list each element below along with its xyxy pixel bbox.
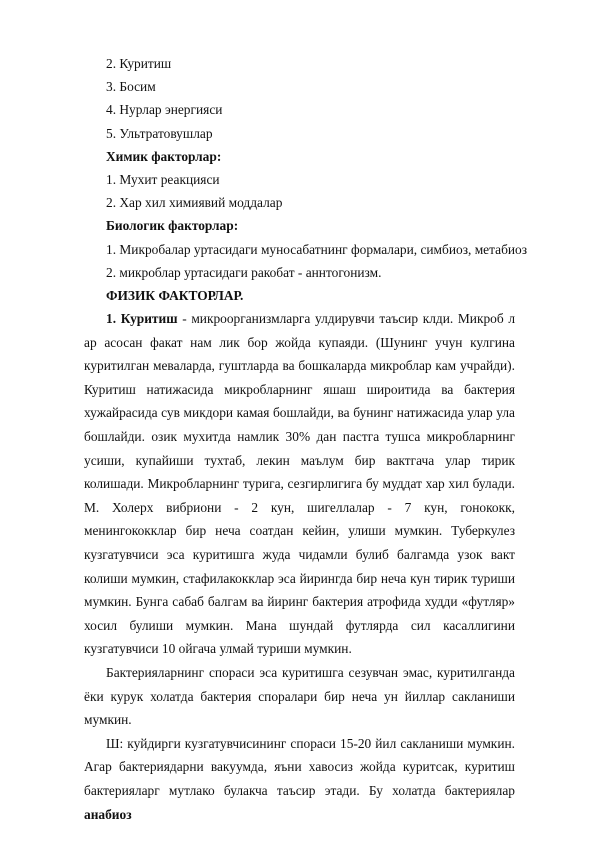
document-page xyxy=(84,52,528,826)
list-item: 4. Нурлар энергияси xyxy=(106,102,223,118)
paragraph-spores: Бактерияларнинг спораси эса куритишга сезувчан эмас, куритилганда ёки курук холатда бактерия споралари бир неча ун йиллар сакланиши мумкин. xyxy=(84,664,515,728)
physical-factors-heading: ФИЗИК ФАКТОРЛАР. xyxy=(106,287,244,303)
paragraph-text: - микроорганизмларга улдирувчи таъсир клди. Микроб л ар асосан факат нам лик бор жойда купаяди. (Шунинг учун кулгина куритилган меваларда, гуштларда ва бошкаларда микроблар кам учрайди). Куритиш натижасида микробларнинг яшаш широитида ва бактерия хужайрасида сув микдори камая бошлайди, ва бунинг натижасида улар ула бошлайди. озик мухитда намлик 30% дан пастга тушса микробларнинг усиши, купайиши тухтаб, лекин маълум бир вактгача улар тирик колишади. Микробларнинг турига, сезгирлигига бу муддат хар хил булади. М. Холерх вибриони - 2 кун, шигеллалар - 7 кун, гонококк, менингококклар бир неча соатдан кейин, улиши мумкин. Туберкулез кузгатувчиси эса куритишга жуда чидамли булиб балгамда узок вакт колиши мумкин, стафилакокклар эса йирингда бир неча кун тирик туриши мумкин. Бунга сабаб балгам ва йиринг бактерия атрофида худди «футляр» хосил булиши мумкин. Мана шундай футлярда сил касаллигини кузгатувчиси 10 ойгача улмай туриши мумкин. xyxy=(84,311,515,657)
list-item: 3. Босим xyxy=(106,79,156,95)
chemical-factors-heading: Химик факторлар: xyxy=(106,148,222,164)
paragraph-lead: 1. Куритиш xyxy=(106,311,178,327)
list-item: 2. Хар хил химиявий моддалар xyxy=(106,195,283,211)
list-item: 2. Куритиш xyxy=(106,56,172,71)
list-item: 1. Мухит реакцияси xyxy=(106,171,220,187)
paragraph-text: Ш: куйдирги кузгатувчисининг спораси 15-20 йил сакланиши мумкин. Агар бактериядарни вакуумда, яъни хавосиз жойда куритсак, куритиш бактерияларг мутлако булакча таъсир этади. Бу холатда бактериялар xyxy=(84,735,515,798)
list-item: 1. Микробалар уртасидаги муносабатнинг формалари, симбиоз, метабиоз xyxy=(106,241,528,257)
paragraph-bold-term: анабиоз xyxy=(84,806,132,822)
biological-factors-heading: Биологик факторлар: xyxy=(106,218,239,234)
list-item: 2. микроблар уртасидаги ракобат - аннтогонизм. xyxy=(106,264,382,280)
paragraph-drying xyxy=(84,307,515,661)
list-item: 5. Ультратовушлар xyxy=(106,125,213,141)
paragraph-anthrax xyxy=(84,732,515,826)
